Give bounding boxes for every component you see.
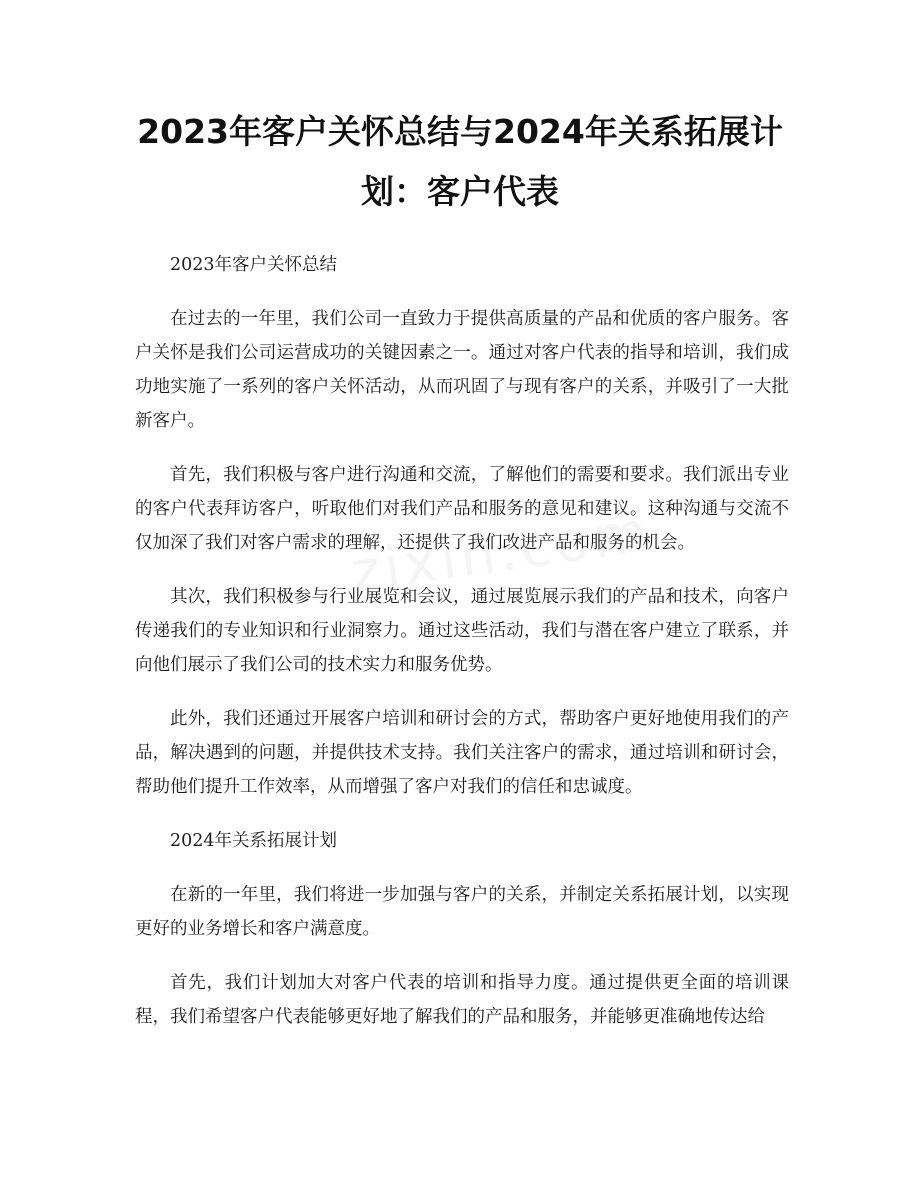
section-heading-2024: 2024年关系拓展计划	[170, 831, 338, 851]
section-heading-2023: 2023年客户关怀总结	[170, 255, 338, 275]
paragraph-training: 此外，我们还通过开展客户培训和研讨会的方式，帮助客户更好地使用我们的产品，解决遇到的问题，并提供技术支持。我们关注客户的需求，通过培训和研讨会，帮助他们提升工作效率，从而增强了客户对我们的信任和忠诚度。	[135, 709, 789, 797]
document-body	[135, 248, 789, 1054]
paragraph-plan-training: 首先，我们计划加大对客户代表的培训和指导力度。通过提供更全面的培训课程，我们希望客户代表能够更好地了解我们的产品和服务，并能够更准确地传达给	[135, 973, 789, 1027]
paragraph-intro: 在过去的一年里，我们公司一直致力于提供高质量的产品和优质的客户服务。客户关怀是我们公司运营成功的关键因素之一。通过对客户代表的指导和培训，我们成功地实施了一系列的客户关怀活动，从而巩固了与现有客户的关系，并吸引了一大批新客户。	[135, 309, 789, 431]
paragraph-communication: 首先，我们积极与客户进行沟通和交流，了解他们的需要和要求。我们派出专业的客户代表拜访客户，听取他们对我们产品和服务的意见和建议。这种沟通与交流不仅加深了我们对客户需求的理解，还提供了我们改进产品和服务的机会。	[135, 465, 789, 553]
paragraph-exhibitions: 其次，我们积极参与行业展览和会议，通过展览展示我们的产品和技术，向客户传递我们的专业知识和行业洞察力。通过这些活动，我们与潜在客户建立了联系，并向他们展示了我们公司的技术实力和服务优势。	[135, 587, 789, 675]
paragraph-plan-intro: 在新的一年里，我们将进一步加强与客户的关系，并制定关系拓展计划，以实现更好的业务增长和客户满意度。	[135, 885, 789, 939]
page-title: 2023年客户关怀总结与2024年关系拓展计划：客户代表	[137, 112, 783, 211]
